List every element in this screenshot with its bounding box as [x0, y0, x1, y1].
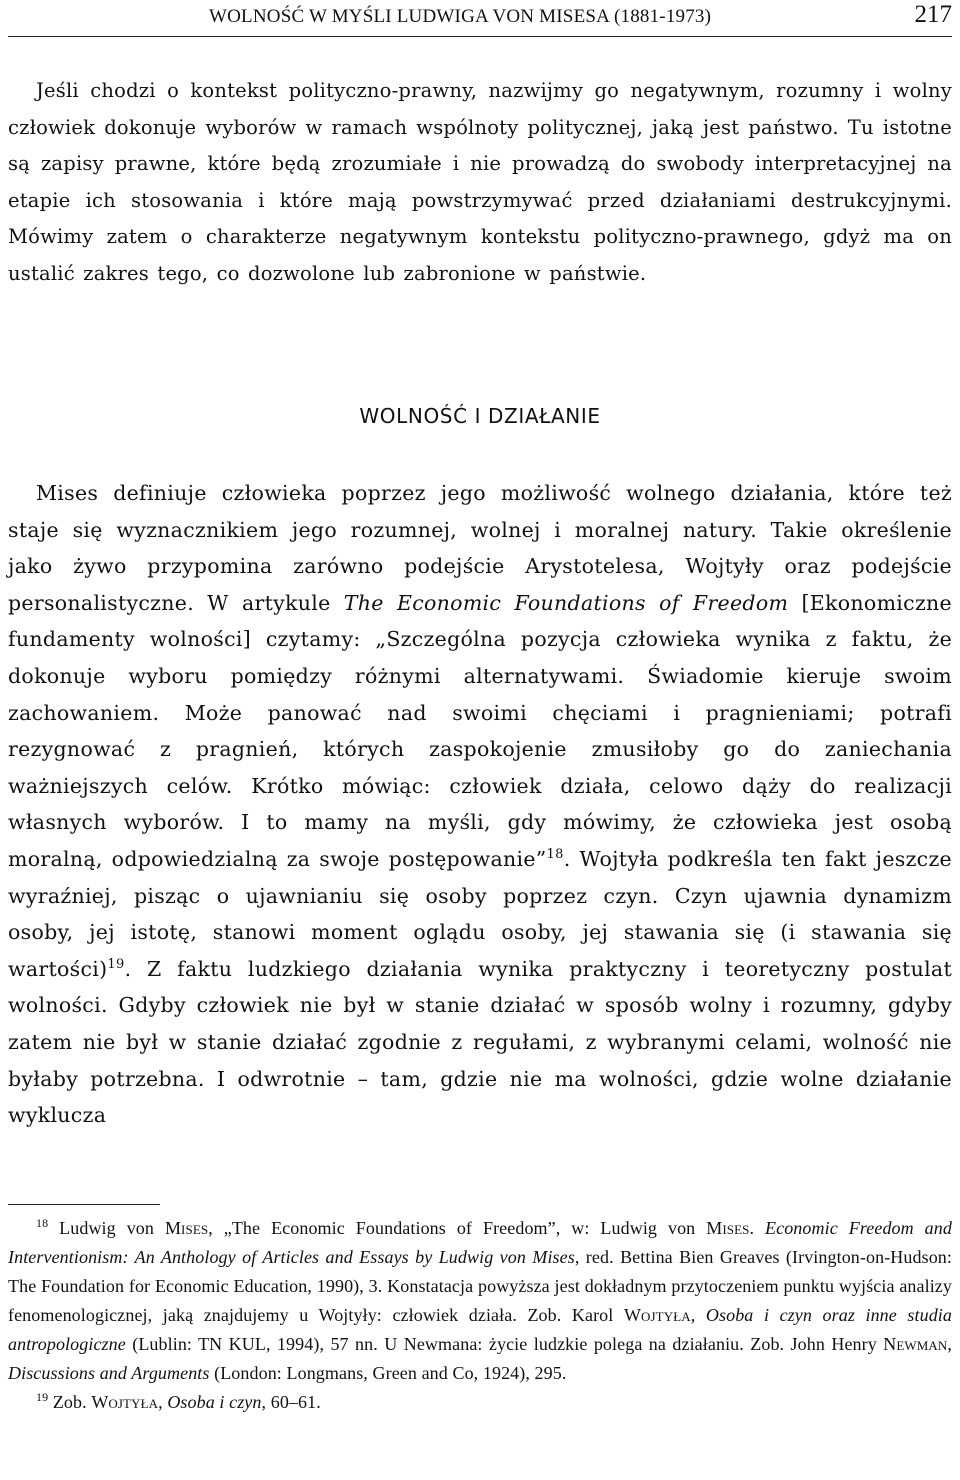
footnote-text: , „The Economic Foundations of Freedom”, w: Ludwig von — [208, 1218, 707, 1238]
author-name: Wojtyła — [623, 1305, 691, 1325]
footnote-text: , — [947, 1334, 952, 1354]
running-header — [8, 0, 952, 36]
section-heading: WOLNOŚĆ I DZIAŁANIE — [359, 404, 601, 428]
main-text-part3: . Wojtyła podkreśla ten fakt jeszcze wyraźniej, pisząc o ujawnianiu się osoby poprzez czyn. Czyn ujawnia dynamizm osoby, jej istotę, stanowi moment oglądu osoby, jej stawania się (i stawania się wartości) — [8, 846, 952, 981]
footnote-number: 18 — [36, 1216, 49, 1230]
footnote-separator — [8, 1204, 160, 1205]
footnote-ref-19[interactable]: 19 — [107, 956, 125, 972]
page-number: 217 — [914, 1, 952, 28]
intro-paragraph — [8, 73, 952, 292]
article-title: The Economic Foundations of Freedom — [343, 590, 789, 615]
intro-text: Jeśli chodzi o kontekst polityczno-prawny, nazwijmy go negatywnym, rozumny i wolny człowiek dokonuje wyborów w ramach wspólnoty politycznej, jaką jest państwo. Tu istotne są zapisy prawne, które będą zrozumiałe i nie prowadzą do swobody interpretacyjnej na etapie ich stosowania i które mają powstrzymywać przed działaniami destrukcyjnymi. Mówimy zatem o charakterze negatywnym kontekstu polityczno-prawnego, gdyż ma on ustalić zakres tego, co dozwolone lub zabronione w państwie. — [8, 79, 952, 285]
footnote-text: . — [749, 1218, 766, 1238]
author-name: Mises — [164, 1218, 209, 1238]
author-name: Mises — [706, 1218, 750, 1238]
footnote-text: , 60–61. — [261, 1392, 321, 1412]
main-text-part1: Mises definiuje człowieka poprzez jego możliwość wolnego działania, które też staje się wyznacznikiem jego rozumnej, wolnej i moralnej natury. Takie określenie jako żywo przypomina zarówno podejście Arystotelesa, Wojtyły oraz podejście personalistyczne. W artykule — [8, 481, 952, 615]
header-rule — [8, 36, 952, 37]
book-title: Osoba i czyn oraz inne studia antropologiczne — [8, 1305, 953, 1354]
author-name: Wojtyła — [91, 1392, 159, 1412]
footnotes — [8, 1214, 952, 1417]
author-name: Newman — [883, 1334, 948, 1354]
main-paragraph — [8, 475, 952, 1134]
book-title: Economic Freedom and Interventionism: An Anthology of Articles and Essays by Ludwig von Mises — [8, 1218, 952, 1267]
main-text-part2: [Ekonomiczne fundamenty wolności] czytamy: „Szczególna pozycja człowieka wynika z faktu, że dokonuje wyboru pomiędzy różnymi alternatywami. Świadomie kieruje swoim zachowaniem. Może panować nad swoimi chęciami i pragnieniami; potrafi rezygnować z pragnień, których zaspokojenie zmusiłoby go do zaniechania ważniejszych celów. Krótko mówiąc: człowiek działa, celowo dąży do realizacji własnych wyborów. I to mamy na myśli, gdy mówimy, że człowieka jest osobą moralną, odpowiedzialną za swoje postępowanie” — [8, 590, 952, 871]
footnote-ref-18[interactable]: 18 — [546, 847, 564, 863]
book-title: Osoba i czyn — [167, 1392, 262, 1412]
footnote-text: , red. Bettina Bien Greaves (Irvington-on-Hudson: The Foundation for Economic Education, 1990), 3. Konstatacja powyższa jest dokładnym przytoczeniem punktu wyjścia analizy fenomenologicznej, jaką znajdujemy u Wojtyły: człowiek działa. Zob. Karol — [8, 1247, 952, 1325]
footnote-text: , — [158, 1392, 168, 1412]
book-title: Discussions and Arguments — [8, 1363, 210, 1383]
footnote-number: 19 — [36, 1390, 49, 1404]
main-text-part4: . Z faktu ludzkiego działania wynika praktyczny i teoretyczny postulat wolności. Gdyby człowiek nie był w stanie działać w sposób wolny i rozumny, gdyby zatem nie był w stanie działać zgodnie z regułami, z wybranymi celami, wolność nie byłaby potrzebna. I odwrotnie – tam, gdzie nie ma wolności, gdzie wolne działanie wyklucza — [8, 956, 952, 1128]
running-title: WOLNOŚĆ W MYŚLI LUDWIGA VON MISESA (1881-1973) — [209, 6, 712, 27]
footnote-text: Ludwig von — [59, 1218, 165, 1238]
footnote-text: (London: Longmans, Green and Co, 1924), 295. — [209, 1363, 567, 1383]
footnote-text: , — [690, 1305, 706, 1325]
footnote-text: Zob. — [52, 1392, 92, 1412]
footnote-18 — [8, 1214, 952, 1388]
footnote-19 — [8, 1388, 952, 1417]
footnote-text: (Lublin: TN KUL, 1994), 57 nn. U Newmana: życie ludzkie polega na działaniu. Zob. John Henry — [125, 1334, 884, 1354]
